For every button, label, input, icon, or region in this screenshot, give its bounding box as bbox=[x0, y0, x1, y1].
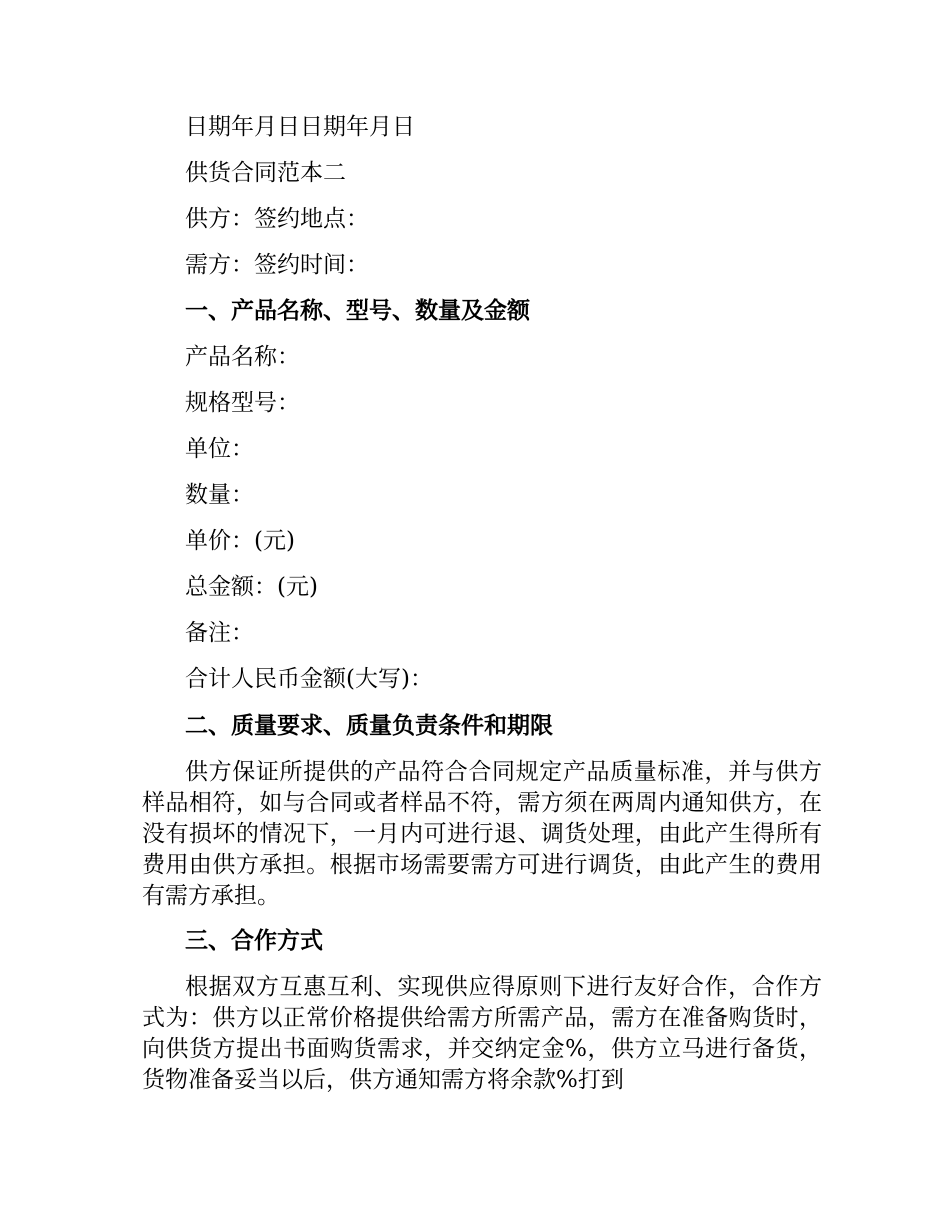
section-3-heading: 三、合作方式 bbox=[185, 927, 323, 954]
date-line: 日期年月日日期年月日 bbox=[185, 114, 415, 140]
field-unit: 单位： bbox=[185, 436, 254, 462]
field-model: 规格型号： bbox=[185, 390, 300, 416]
field-total-amount: 总金额：(元) bbox=[185, 574, 318, 600]
supplier-line: 供方：签约地点： bbox=[185, 206, 369, 232]
field-product-name: 产品名称： bbox=[185, 344, 300, 370]
buyer-line: 需方：签约时间： bbox=[185, 252, 369, 278]
field-unit-price: 单价：(元) bbox=[185, 528, 295, 554]
section-1-heading: 一、产品名称、型号、数量及金额 bbox=[185, 297, 530, 324]
field-total-rmb: 合计人民币金额(大写)： bbox=[185, 666, 433, 692]
field-quantity: 数量： bbox=[185, 482, 254, 508]
field-remarks: 备注： bbox=[185, 620, 254, 646]
section-2-heading: 二、质量要求、质量负责条件和期限 bbox=[185, 712, 553, 739]
section-3-body: 根据双方互惠互利、实现供应得原则下进行友好合作，合作方式为：供方以正常价格提供给需方所需产品，需方在准备购货时，向供货方提出书面购货需求，并交纳定金%，供方立马进行备货，货物准备妥当以后，供方通知需方将余款%打到 bbox=[142, 974, 822, 1093]
section-2-body: 供方保证所提供的产品符合合同规定产品质量标准，并与供方样品相符，如与合同或者样品不符，需方须在两周内通知供方，在没有损坏的情况下，一月内可进行退、调货处理，由此产生得所有费用由供方承担。根据市场需要需方可进行调货，由此产生的费用有需方承担。 bbox=[142, 759, 822, 909]
document-title: 供货合同范本二 bbox=[185, 160, 346, 186]
